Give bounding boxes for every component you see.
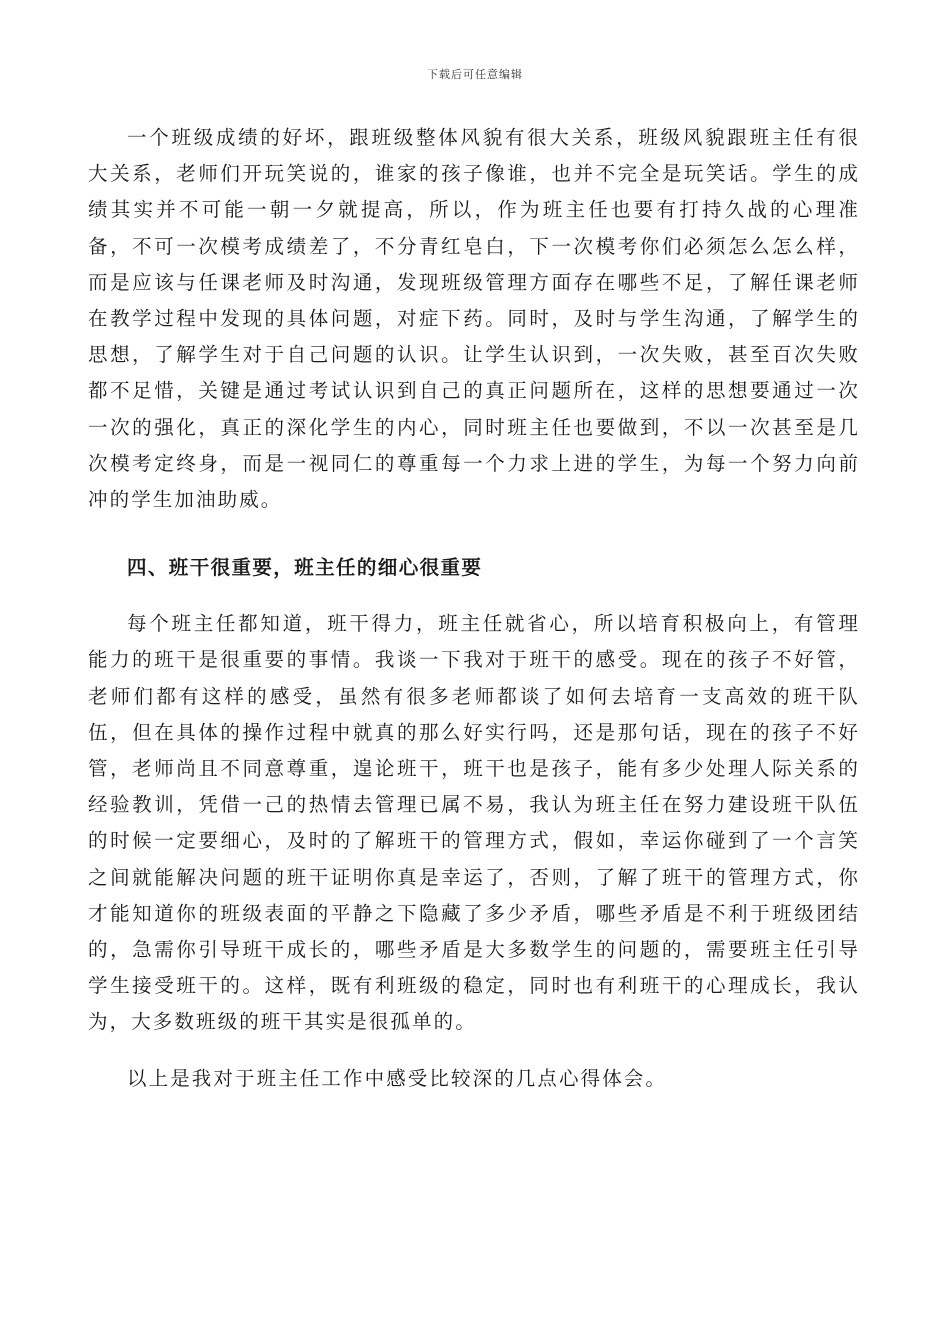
header-note: 下载后可任意编辑 — [427, 68, 523, 81]
section-heading-4: 四、班干很重要，班主任的细心很重要 — [127, 556, 483, 580]
body-paragraph-2: 每个班主任都知道，班干得力，班主任就省心，所以培育积极向上，有管理能力的班干是很重要的事情。我谈一下我对于班干的感受。现在的孩子不好管，老师们都有这样的感受，虽然有很多老师都谈了如何去培育一支高效的班干队伍，但在具体的操作过程中就真的那么好实行吗，还是那句话，现在的孩子不好管，老师尚且不同意尊重，遑论班干，班干也是孩子，能有多少处理人际关系的经验教训，凭借一己的热情去管理已属不易，我认为班主任在努力建设班干队伍的时候一定要细心，及时的了解班干的管理方式，假如，幸运你碰到了一个言笑之间就能解决问题的班干证明你真是幸运了，否则，了解了班干的管理方式，你才能知道你的班级表面的平静之下隐藏了多少矛盾，哪些矛盾是不利于班级团结的，急需你引导班干成长的，哪些矛盾是大多数学生的问题的，需要班主任引导学生接受班干的。这样，既有利班级的稳定，同时也有利班干的心理成长，我认为，大多数班级的班干其实是很孤单的。 — [88, 612, 860, 1034]
document-body — [88, 120, 860, 1097]
body-paragraph-1: 一个班级成绩的好坏，跟班级整体风貌有很大关系，班级风貌跟班主任有很大关系，老师们开玩笑说的，谁家的孩子像谁，也并不完全是玩笑话。学生的成绩其实并不可能一朝一夕就提高，所以，作为班主任也要有打持久战的心理准备，不可一次模考成绩差了，不分青红皂白，下一次模考你们必须怎么怎么样，而是应该与任课老师及时沟通，发现班级管理方面存在哪些不足，了解任课老师在教学过程中发现的具体问题，对症下药。同时，及时与学生沟通，了解学生的思想，了解学生对于自己问题的认识。让学生认识到，一次失败，甚至百次失败都不足惜，关键是通过考试认识到自己的真正问题所在，这样的思想要通过一次一次的强化，真正的深化学生的内心，同时班主任也要做到，不以一次甚至是几次模考定终身，而是一视同仁的尊重每一个力求上进的学生，为每一个努力向前冲的学生加油助威。 — [88, 126, 860, 512]
body-paragraph-3: 以上是我对于班主任工作中感受比较深的几点心得体会。 — [127, 1066, 668, 1090]
